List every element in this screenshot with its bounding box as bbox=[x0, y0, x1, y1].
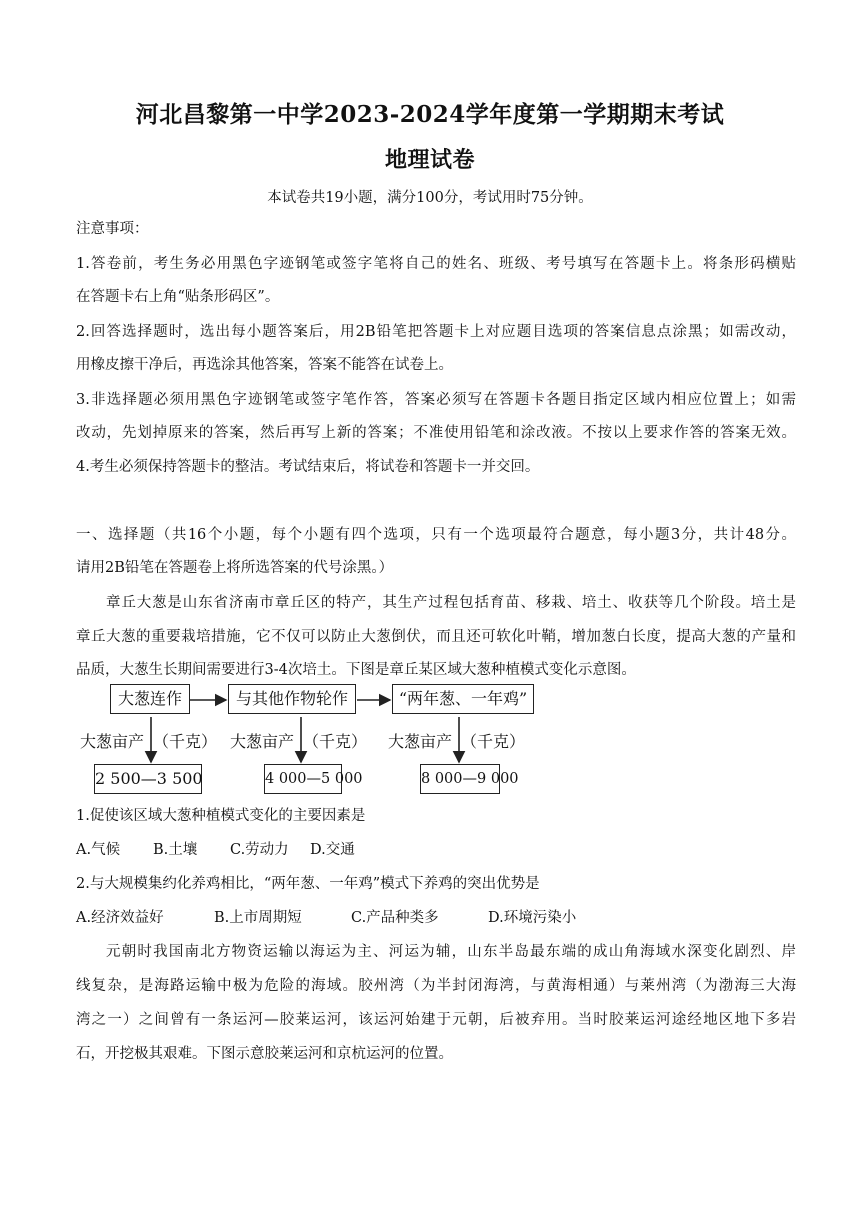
passage-2-line-4: 石，开挖极其艰难。下图示意胶莱运河和京杭运河的位置。 bbox=[76, 1046, 453, 1062]
passage-2-line-1: 元朝时我国南北方物资运输以海运为主、河运为辅，山东半岛最东端的成山角海域水深变化剧烈、岸 bbox=[106, 944, 796, 960]
yield-label-1: 大葱亩产 bbox=[80, 732, 145, 751]
q1-option-d: D.交通 bbox=[310, 842, 355, 858]
q2-option-c: C.产品种类多 bbox=[351, 910, 439, 926]
question-2-stem: 2.与大规模集约化养鸡相比，“两年葱、一年鸡”模式下养鸡的突出优势是 bbox=[76, 876, 540, 892]
q2-option-a: A.经济效益好 bbox=[76, 910, 164, 926]
passage-2-line-3: 湾之一）之间曾有一条运河—胶莱运河，该运河始建于元朝，后被弃用。当时胶莱运河途经地区地下多岩 bbox=[76, 1012, 796, 1028]
q2-option-b: B.上市周期短 bbox=[214, 910, 302, 926]
yield-box-2: 4 000—5 000 bbox=[264, 764, 342, 794]
q2-option-d: D.环境污染小 bbox=[488, 910, 577, 926]
stage-1-box: 大葱连作 bbox=[110, 684, 190, 714]
passage-1-line-3: 品质，大葱生长期间需要进行3-4次培土。下图是章丘某区域大葱种植模式变化示意图。 bbox=[76, 662, 636, 678]
note-2-line-1: 2.回答选择题时，选出每小题答案后，用2B铅笔把答题卡上对应题目选项的答案信息点涂黑；如需改动， bbox=[76, 324, 796, 340]
stage-2-box: 与其他作物轮作 bbox=[228, 684, 356, 714]
yield-unit-2: （千克） bbox=[303, 732, 368, 751]
note-1-line-2: 在答题卡右上角“贴条形码区”。 bbox=[76, 289, 280, 305]
yield-box-3: 8 000—9 000 bbox=[420, 764, 500, 794]
section-1-line-2: 请用2B铅笔在答题卷上将所选答案的代号涂黑。） bbox=[76, 560, 394, 576]
note-3-line-2: 改动，先划掉原来的答案，然后再写上新的答案；不准使用铅笔和涂改液。不按以上要求作答的答案无效。 bbox=[76, 425, 796, 441]
exam-info: 本试卷共19小题，满分100分，考试用时75分钟。 bbox=[267, 190, 593, 206]
stage-3-box: “两年葱、一年鸡” bbox=[392, 684, 534, 714]
section-1-line-1: 一、选择题（共16个小题，每个小题有四个选项，只有一个选项最符合题意，每小题3分，共计48分。 bbox=[76, 527, 796, 543]
question-1-stem: 1.促使该区域大葱种植模式变化的主要因素是 bbox=[76, 808, 366, 824]
notes-heading: 注意事项： bbox=[76, 221, 149, 237]
subject-title: 地理试卷 bbox=[384, 147, 475, 173]
note-2-line-2: 用橡皮擦干净后，再选涂其他答案，答案不能答在试卷上。 bbox=[76, 357, 453, 373]
note-3-line-1: 3.非选择题必须用黑色字迹钢笔或签字笔作答，答案必须写在答题卡各题目指定区域内相应位置上；如需 bbox=[76, 392, 796, 408]
yield-label-2: 大葱亩产 bbox=[230, 732, 295, 751]
note-1-line-1: 1.答卷前，考生务必用黑色字迹钢笔或签字笔将自己的姓名、班级、考号填写在答题卡上。将条形码横贴 bbox=[76, 256, 796, 272]
yield-unit-3: （千克） bbox=[461, 732, 526, 751]
yield-box-1: 2 500—3 500 bbox=[94, 764, 202, 794]
note-4: 4.考生必须保持答题卡的整洁。考试结束后，将试卷和答题卡一并交回。 bbox=[76, 459, 540, 475]
passage-1-line-2: 章丘大葱的重要栽培措施，它不仅可以防止大葱倒伏，而且还可软化叶鞘，增加葱白长度，提高大葱的产量和 bbox=[76, 629, 796, 645]
passage-2-line-2: 线复杂，是海路运输中极为危险的海域。胶州湾（为半封闭海湾，与黄海相通）与莱州湾（为渤海三大海 bbox=[76, 978, 796, 994]
q1-option-a: A.气候 bbox=[76, 842, 121, 858]
exam-title: 河北昌黎第一中学2023-2024学年度第一学期期末考试 bbox=[135, 101, 725, 128]
yield-label-3: 大葱亩产 bbox=[388, 732, 453, 751]
yield-unit-1: （千克） bbox=[153, 732, 218, 751]
q1-option-b: B.土壤 bbox=[153, 842, 198, 858]
q1-option-c: C.劳动力 bbox=[230, 842, 289, 858]
passage-1-line-1: 章丘大葱是山东省济南市章丘区的特产，其生产过程包括育苗、移栽、培土、收获等几个阶段。培土是 bbox=[106, 595, 796, 611]
planting-mode-diagram bbox=[76, 682, 546, 800]
